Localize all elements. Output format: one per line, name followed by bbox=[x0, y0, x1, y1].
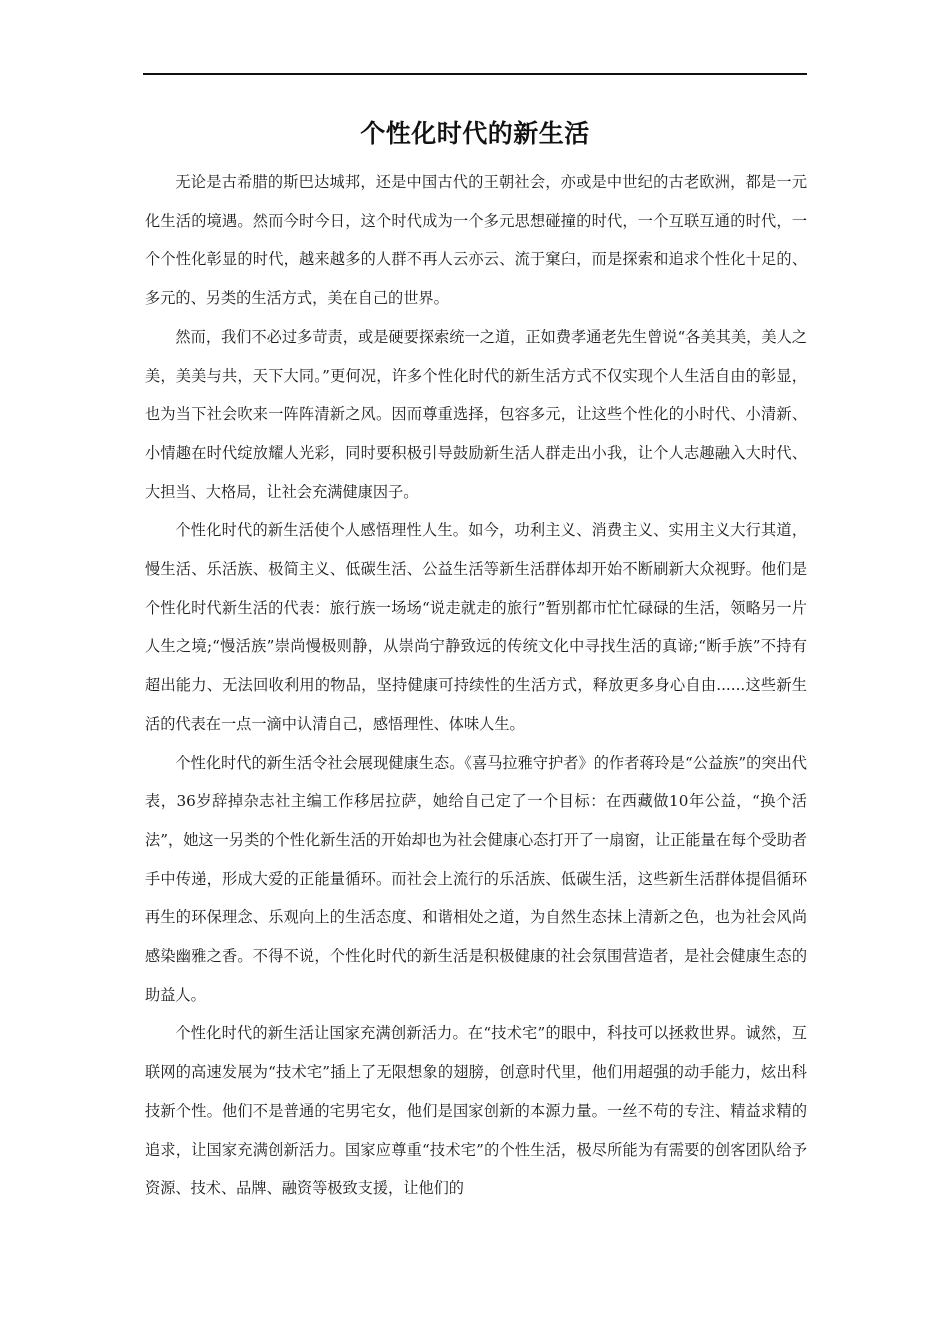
header-rule bbox=[143, 73, 807, 75]
paragraph-2: 然而，我们不必过多苛责，或是硬要探索统一之道，正如费孝通老先生曾说“各美其美，美人之美，美美与共，天下大同。”更何况，许多个性化时代的新生活方式不仅实现个人生活自由的彰显，也为当下社会吹来一阵阵清新之风。因而尊重选择，包容多元，让这些个性化的小时代、小清新、小情趣在时代绽放耀人光彩，同时要积极引导鼓励新生活人群走出小我，让个人志趣融入大时代、大担当、大格局，让社会充满健康因子。 bbox=[145, 327, 807, 501]
paragraph-5: 个性化时代的新生活让国家充满创新活力。在“技术宅”的眼中，科技可以拯救世界。诚然，互联网的高速发展为“技术宅”插上了无限想象的翅膀，创意时代里，他们用超强的动手能力，炫出科技新个性。他们不是普通的宅男宅女，他们是国家创新的本源力量。一丝不苟的专注、精益求精的追求，让国家充满创新活力。国家应尊重“技术宅”的个性生活，极尽所能为有需要的创客团队给予资源、技术、品牌、融资等极致支援，让他们的 bbox=[145, 1024, 807, 1198]
paragraph-3: 个性化时代的新生活使个人感悟理性人生。如今，功利主义、消费主义、实用主义大行其道，慢生活、乐活族、极简主义、低碳生活、公益生活等新生活群体却开始不断刷新大众视野。他们是个性化时代新生活的代表：旅行族一场场“说走就走的旅行”暂别都市忙忙碌碌的生活，领略另一片人生之境;“慢活族”崇尚慢极则静，从崇尚宁静致远的传统文化中寻找生活的真谛;“断手族”不持有超出能力、无法回收利用的物品，坚持健康可持续性的生活方式，释放更多身心自由......这些新生活的代表在一点一滴中认清自己，感悟理性、体味人生。 bbox=[145, 521, 807, 733]
document-title: 个性化时代的新生活 bbox=[360, 119, 590, 148]
paragraph-4: 个性化时代的新生活令社会展现健康生态。《喜马拉雅守护者》的作者蒋玲是“公益族”的突出代表，36岁辞掉杂志社主编工作移居拉萨，她给自己定了一个目标：在西藏做10年公益，“换个活法”，她这一另类的个性化新生活的开始却也为社会健康心态打开了一扇窗，让正能量在每个受助者手中传递，形成大爱的正能量循环。而社会上流行的乐活族、低碳生活，这些新生活群体提倡循环再生的环保理念、乐观向上的生活态度、和谐相处之道，为自然生态抹上清新之色，也为社会风尚感染幽雅之香。不得不说，个性化时代的新生活是积极健康的社会氛围营造者，是社会健康生态的助益人。 bbox=[145, 753, 807, 1004]
document-body bbox=[145, 163, 807, 1208]
paragraph-1: 无论是古希腊的斯巴达城邦，还是中国古代的王朝社会，亦或是中世纪的古老欧洲，都是一元化生活的境遇。然而今时今日，这个时代成为一个多元思想碰撞的时代，一个互联互通的时代，一个个性化彰显的时代，越来越多的人群不再人云亦云、流于窠臼，而是探索和追求个性化十足的、多元的、另类的生活方式，美在自己的世界。 bbox=[145, 173, 807, 308]
